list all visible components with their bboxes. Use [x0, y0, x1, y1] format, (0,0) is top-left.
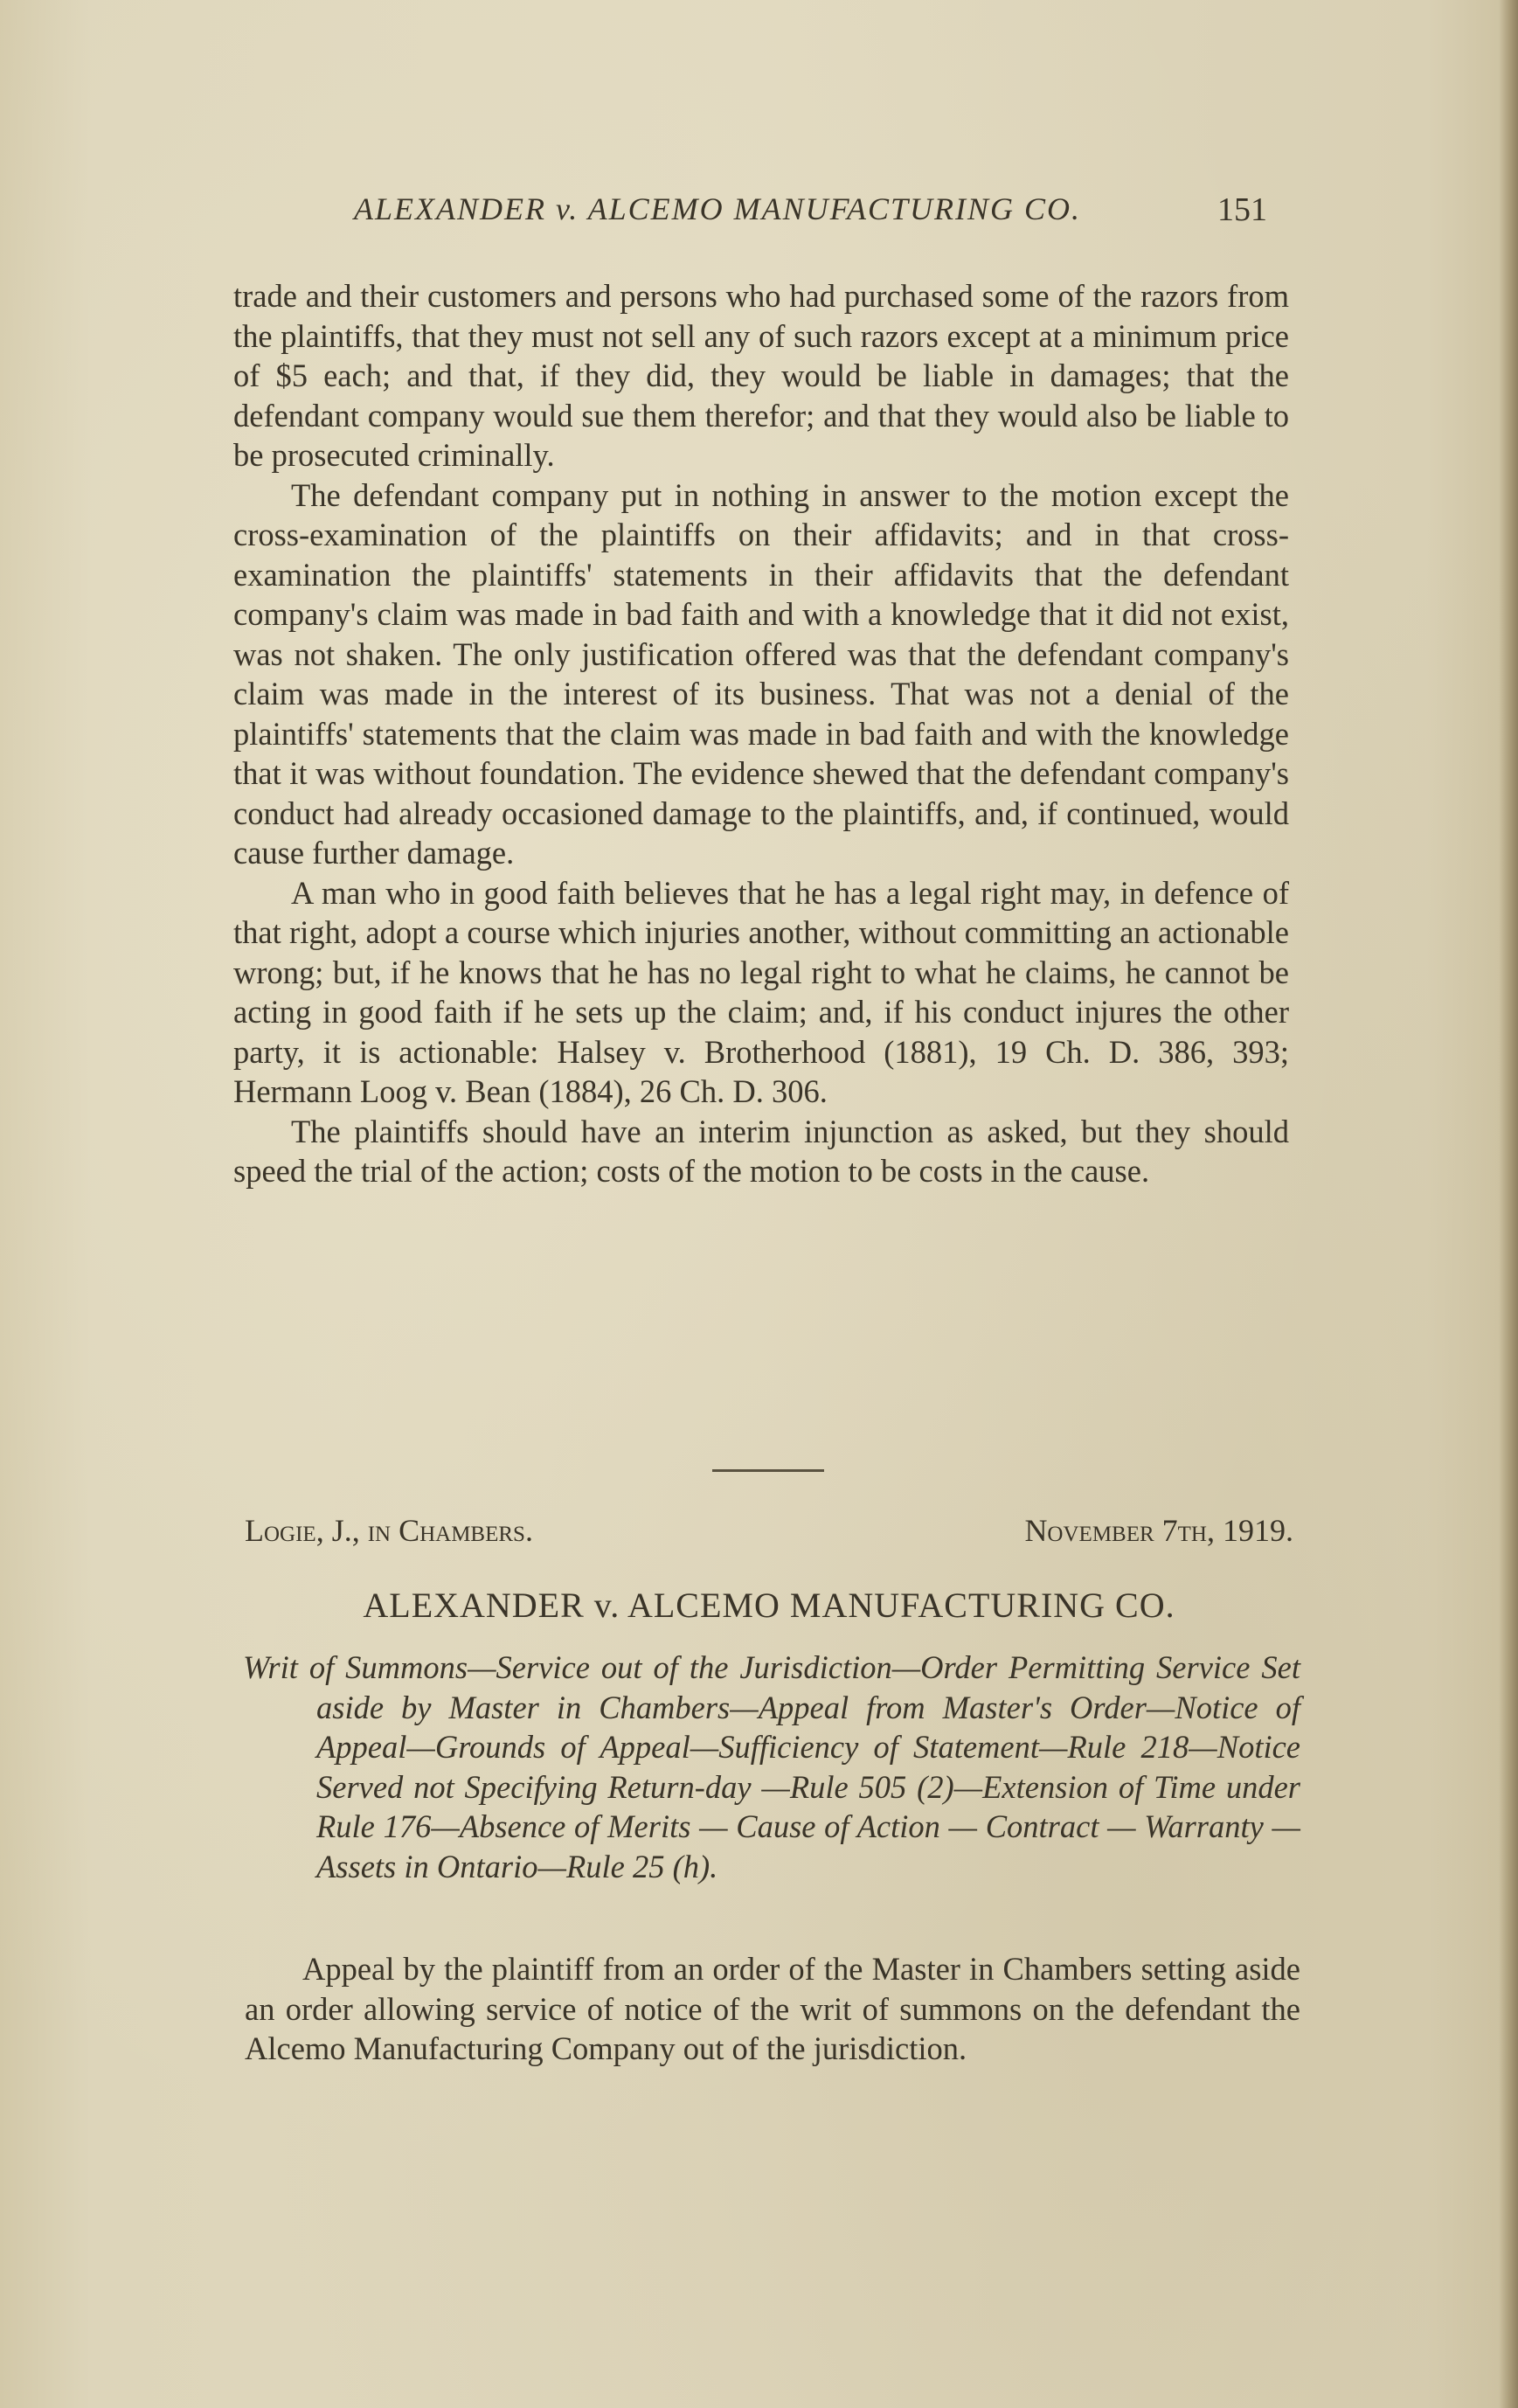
decision-date: November 7th, 1919.	[1024, 1513, 1293, 1548]
body-paragraph: A man who in good faith believes that he has a legal right may, in defence of that right, adopt a course which injuries another, without committing an actionable wrong; but, if he knows that he has no legal right to what he claims, he cannot be acting in good faith if he sets up the claim; and, if his conduct injures the other party, it is actionable: Halsey v. Brotherhood (1881), 19 Ch. D. 386, 393; Hermann Loog v. Bean (1884), 26 Ch. D. 306.	[233, 874, 1289, 1109]
section-divider	[712, 1469, 824, 1472]
case-headnote: Writ of Summons—Service out of the Jurisdiction—Order Permitting Service Set aside by Master in Chambers—Appeal from Master's Order—Notice of Appeal—Grounds of Appeal—Sufficiency of Statement—Rule 218—Notice Served not Specifying Return-day —Rule 505 (2)—Extension of Time under Rule 176—Absence of Merits — Cause of Action — Contract — Warranty — Assets in Ontario—Rule 25 (h).	[243, 1649, 1300, 1884]
appeal-paragraph: Appeal by the plaintiff from an order of the Master in Chambers setting aside an order allowing service of notice of the writ of summons on the defendant the Alcemo Manufacturing Company out of the jurisdiction.	[245, 1951, 1300, 2066]
body-paragraph: The defendant company put in nothing in answer to the motion except the cross-examination of the plaintiffs on their affidavits; and in that cross-examination the plaintiffs' statements in their affidavits that the defendant company's claim was made in bad faith and with a knowledge that it did not exist, was not shaken. The only justification offered was that the defendant company's claim was made in the interest of its business. That was not a denial of the plaintiffs' statements that the claim was made in bad faith and with the knowledge that it was without foundation. The evidence shewed that the defendant company's conduct had already occasioned damage to the plaintiffs, and, if continued, would cause further damage.	[233, 476, 1289, 871]
page-edge-shadow	[1499, 0, 1518, 2408]
body-text	[233, 276, 1289, 1191]
page-number: 151	[1217, 191, 1267, 228]
case-title: ALEXANDER v. ALCEMO MANUFACTURING CO.	[363, 1586, 1175, 1625]
body-paragraph: trade and their customers and persons who had purchased some of the razors from the plaintiffs, that they must not sell any of such razors except at a minimum price of $5 each; and that, if they did, they would be liable in damages; that the defendant company would sue them therefor; and that they would also be liable to be prosecuted criminally.	[233, 278, 1289, 473]
appeal-text	[245, 1949, 1300, 2069]
running-head-title: ALEXANDER v. ALCEMO MANUFACTURING CO.	[354, 191, 1081, 226]
judge-line: Logie, J., in Chambers.	[245, 1513, 533, 1548]
case-header	[245, 1512, 1293, 1556]
running-head	[354, 191, 1272, 234]
body-paragraph: The plaintiffs should have an interim injunction as asked, but they should speed the trial of the action; costs of the motion to be costs in the cause.	[233, 1113, 1289, 1189]
